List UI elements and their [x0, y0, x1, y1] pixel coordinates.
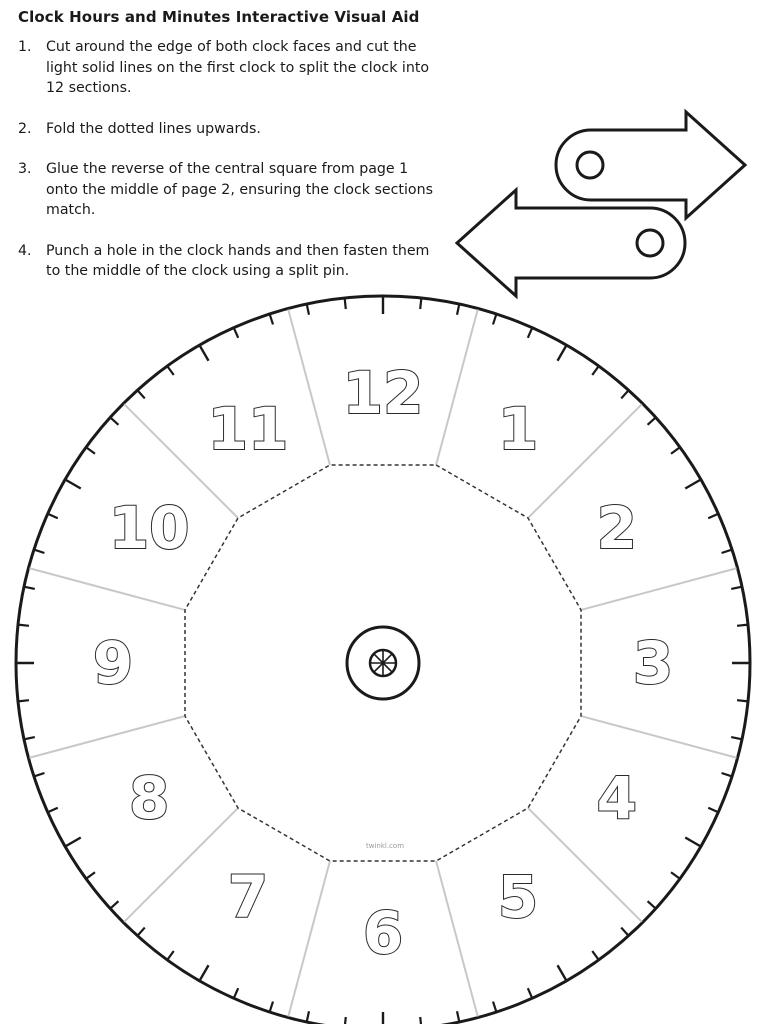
instruction-number: 2. — [18, 120, 32, 137]
page-title: Clock Hours and Minutes Interactive Visual Aid — [18, 8, 420, 26]
minute-tick — [18, 625, 29, 626]
clock-number-5: 5 — [497, 862, 539, 931]
clock-number-2: 2 — [596, 494, 637, 562]
clock-number-4: 4 — [596, 764, 637, 832]
clock-number-1: 1 — [497, 395, 539, 464]
minute-tick — [345, 1017, 346, 1024]
minute-tick — [420, 1017, 421, 1024]
minute-tick — [737, 700, 748, 701]
clock-number-11: 11 — [207, 395, 289, 464]
instruction-number: 4. — [18, 242, 32, 259]
clock-number-9: 9 — [92, 629, 134, 697]
watermark: twinkl.com — [365, 842, 405, 850]
minute-tick — [420, 298, 421, 309]
split-pin-hole-icon — [370, 650, 396, 676]
minute-tick — [18, 700, 29, 701]
instruction-text: Fold the dotted lines upwards. — [46, 120, 261, 137]
clock-number-12: 12 — [342, 359, 424, 427]
clock-number-10: 10 — [108, 494, 190, 562]
clock-number-7: 7 — [227, 862, 269, 931]
minute-tick — [737, 625, 748, 626]
instruction-number: 1. — [18, 39, 32, 55]
clock-number-3: 3 — [632, 629, 674, 697]
clock-number-8: 8 — [129, 764, 170, 832]
instruction-text: Cut around the edge of both clock faces and cut the light solid lines on the first clock to split the clock into 12 sections. — [46, 39, 430, 96]
instruction-text: Punch a hole in the clock hands and then fasten them to the middle of the clock using a split pin. — [46, 242, 430, 279]
instruction-text: Glue the reverse of the central square from page 1 onto the middle of page 2, ensuring the clock sections match. — [46, 161, 433, 218]
instruction-number: 3. — [18, 161, 32, 177]
clock-number-6: 6 — [362, 899, 404, 967]
minute-tick — [345, 298, 346, 309]
